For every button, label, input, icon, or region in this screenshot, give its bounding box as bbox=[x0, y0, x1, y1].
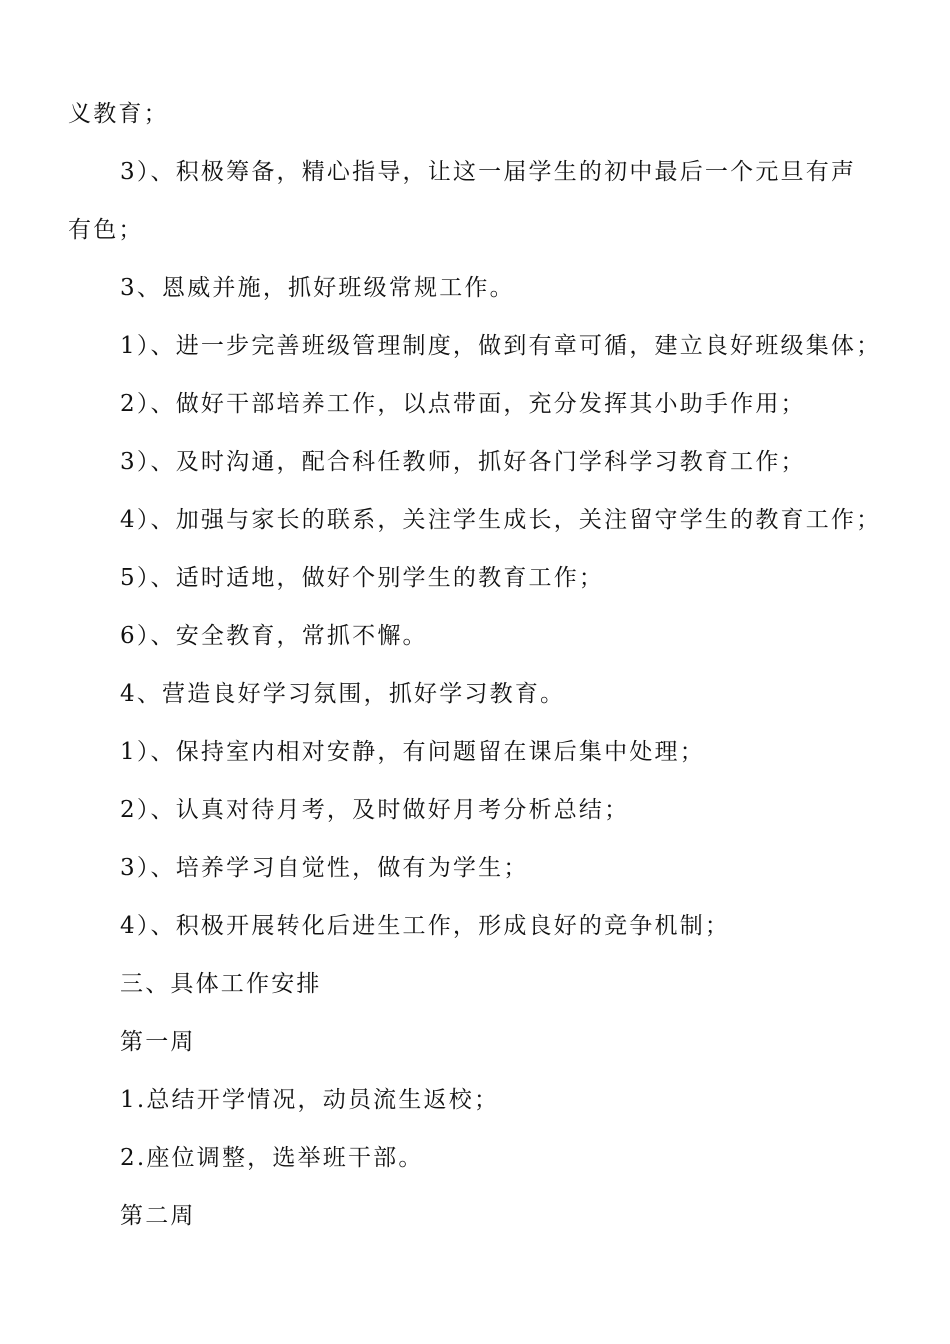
text-line-15: 4）、积极开展转化后进生工作，形成良好的竞争机制； bbox=[120, 913, 731, 939]
text-line-14: 3）、培养学习自觉性，做有为学生； bbox=[120, 855, 529, 881]
text-line-13: 2）、认真对待月考，及时做好月考分析总结； bbox=[120, 797, 630, 823]
text-line-7: 3）、及时沟通，配合科任教师，抓好各门学科学习教育工作； bbox=[120, 449, 806, 475]
text-line-12: 1）、保持室内相对安静，有问题留在课后集中处理； bbox=[120, 739, 705, 765]
week-heading-2: 第二周 bbox=[120, 1203, 196, 1229]
text-line-8: 4）、加强与家长的联系，关注学生成长，关注留守学生的教育工作； bbox=[120, 507, 882, 533]
text-line-19: 2.座位调整，选举班干部。 bbox=[120, 1145, 424, 1171]
week-heading-1: 第一周 bbox=[120, 1029, 196, 1055]
text-line-5: 1）、进一步完善班级管理制度，做到有章可循，建立良好班级集体； bbox=[120, 333, 882, 359]
text-line-10: 6）、安全教育，常抓不懈。 bbox=[120, 623, 428, 649]
text-line-18: 1.总结开学情况，动员流生返校； bbox=[120, 1087, 500, 1113]
text-line-1: 义教育； bbox=[68, 101, 169, 127]
section-heading: 三、具体工作安排 bbox=[120, 971, 322, 997]
text-line-6: 2）、做好干部培养工作，以点带面，充分发挥其小助手作用； bbox=[120, 391, 806, 417]
text-line-4: 3、恩威并施，抓好班级常规工作。 bbox=[120, 275, 515, 301]
text-line-2: 3）、积极筹备，精心指导，让这一届学生的初中最后一个元旦有声 bbox=[120, 159, 857, 185]
text-line-9: 5）、适时适地，做好个别学生的教育工作； bbox=[120, 565, 605, 591]
text-line-3: 有色； bbox=[68, 217, 144, 243]
text-line-11: 4、营造良好学习氛围，抓好学习教育。 bbox=[120, 681, 566, 707]
